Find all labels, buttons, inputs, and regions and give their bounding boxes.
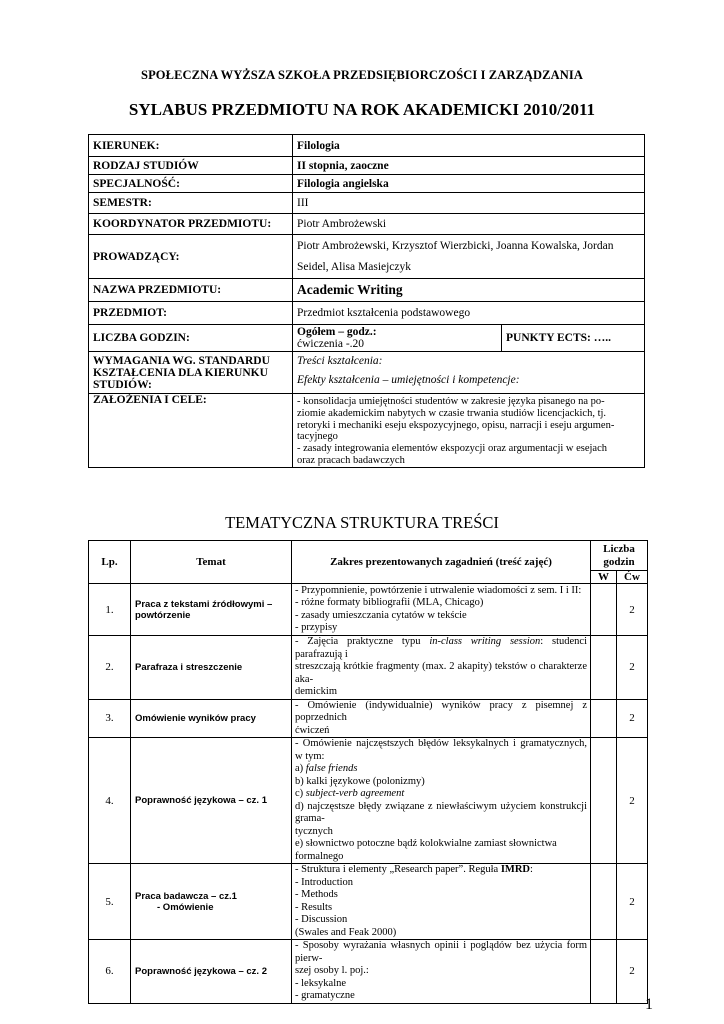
label-semestr: SEMESTR: <box>89 193 293 214</box>
zakres-text: - Sposoby wyrażania własnych opinii i poglądów bez użycia form pierw- szej osoby l. poj.: - leksykalne - gramatyczne <box>295 940 587 1001</box>
zakres-text: - Przypomnienie, powtórzenie i utrwalenie wiadomości z sem. I i II: - różne formaty bibliografii (MLA, Chicago) - zasady umieszczania cytatów w tekście - przypisy <box>295 584 582 633</box>
zakres-part-1: - Zajęcia praktyczne typu <box>295 636 430 647</box>
row-zakres <box>292 940 591 1004</box>
row-lp: 5. <box>89 864 131 940</box>
row-wymagania <box>89 352 645 394</box>
value-semestr: III <box>293 193 645 214</box>
row-temat: Poprawność językowa – cz. 1 <box>131 738 292 864</box>
header-cw: Ćw <box>617 571 648 584</box>
row-nazwa <box>89 279 645 302</box>
row-zakres <box>292 636 591 700</box>
row-przedmiot <box>89 302 645 325</box>
topics-header-row <box>89 541 648 571</box>
label-liczba-godzin: LICZBA GODZIN: <box>89 325 293 352</box>
temat-line-1: Praca badawcza – cz.1 <box>135 890 237 902</box>
table-row <box>89 584 648 636</box>
header-w: W <box>591 571 617 584</box>
zakres-text: - Omówienie (indywidualnie) wyników pracy z pisemnej z poprzednich ćwiczeń <box>295 699 587 736</box>
row-cw: 2 <box>617 636 648 700</box>
zakres-line: - Omówienie najczęstszych błędów leksykalnych i gramatycznych, w tym: <box>295 738 587 762</box>
zakres-line: d) najczęstsze błędy związane z niewłaściwym użyciem konstrukcji grama- tycznych <box>295 800 587 837</box>
zakres-line: e) słownictwo potoczne bądź kolokwialne zamiast słownictwa formalnego <box>295 838 557 862</box>
row-w <box>591 699 617 738</box>
row-w <box>591 940 617 1004</box>
zakres-part-1: - Struktura i elementy „Research paper”. Reguła <box>295 864 501 875</box>
value-specjalnosc: Filologia angielska <box>293 175 645 193</box>
school-name: SPOŁECZNA WYŻSZA SZKOŁA PRZEDSIĘBIORCZOŚCI I ZARZĄDZANIA <box>141 68 583 82</box>
zakres-line <box>295 788 587 801</box>
zakres-part-2: : <box>530 864 533 875</box>
value-zalozenia <box>293 394 645 468</box>
row-zakres <box>292 864 591 940</box>
zakres-line <box>295 763 587 776</box>
row-w <box>591 584 617 636</box>
row-lp: 4. <box>89 738 131 864</box>
row-w <box>591 636 617 700</box>
value-godziny <box>293 325 502 352</box>
label-kierunek: KIERUNEK: <box>89 135 293 157</box>
row-w <box>591 738 617 864</box>
syllabus-title: SYLABUS PRZEDMIOTU NA ROK AKADEMICKI 2010/2011 <box>128 100 596 119</box>
zakres-prefix: a) <box>295 763 306 774</box>
row-cw: 2 <box>617 940 648 1004</box>
row-w <box>591 864 617 940</box>
row-cw: 2 <box>617 864 648 940</box>
label-rodzaj: RODZAJ STUDIÓW <box>89 157 293 175</box>
value-nazwa: Academic Writing <box>293 279 645 302</box>
efekty-ksztalcenia: Efekty kształcenia – umiejętności i kompetencje: <box>297 374 520 386</box>
zakres-line: b) kalki językowe (polonizmy) <box>295 775 425 787</box>
zakres-list: - Introduction - Methods - Results - Discussion (Swales and Feak 2000) <box>295 876 397 938</box>
temat-line-1: Praca z tekstami źródłowymi – <box>135 598 273 610</box>
zakres-italic: subject-verb agreement <box>305 788 405 799</box>
zalozenia-text: - konsolidacja umiejętności studentów w zakresie języka pisanego na po- ziomie akademickim nabytych w czasie trwania studiów licencjackich, tj. retoryki i mechaniki eseju ekspozycyjnego, opisu, narracji i eseju argumen- tacyjnego - zasady integrowania elementów ekspozycji oraz argumentacji w esejach oraz pracach badawczych <box>297 396 615 466</box>
header-liczba-godzin: Liczba godzin <box>591 541 648 571</box>
table-row <box>89 699 648 738</box>
table-row <box>89 738 648 864</box>
row-temat <box>131 864 292 940</box>
row-cw: 2 <box>617 738 648 864</box>
row-liczba-godzin <box>89 325 645 352</box>
topics-table <box>88 540 648 1004</box>
header-temat: Temat <box>131 541 292 584</box>
zakres-italic: in-class writing session <box>429 636 541 647</box>
prowadzacy-line-1: Piotr Ambrożewski, Krzysztof Wierzbicki, Joanna Kowalska, Jordan <box>297 239 614 252</box>
row-zakres <box>292 699 591 738</box>
row-lp: 2. <box>89 636 131 700</box>
zakres-line <box>295 864 587 877</box>
row-prowadzacy <box>89 235 645 279</box>
table-row <box>89 940 648 1004</box>
value-rodzaj: II stopnia, zaoczne <box>293 157 645 175</box>
value-prowadzacy <box>293 235 645 279</box>
temat-line-2: - Omówienie <box>157 901 214 913</box>
page-number: 1 <box>645 996 653 1013</box>
row-temat: Parafraza i streszczenie <box>131 636 292 700</box>
temat-line-2: powtórzenie <box>135 609 191 621</box>
table-row <box>89 864 648 940</box>
row-lp: 3. <box>89 699 131 738</box>
zakres-prefix: c) <box>295 788 306 799</box>
row-zakres <box>292 738 591 864</box>
table-row <box>89 636 648 700</box>
course-info-table <box>88 134 645 468</box>
row-temat: Poprawność językowa – cz. 2 <box>131 940 292 1004</box>
ogolem-godz: Ogółem – godz.: <box>297 326 377 338</box>
label-nazwa: NAZWA PRZEDMIOTU: <box>89 279 293 302</box>
value-koordynator: Piotr Ambrożewski <box>293 214 645 235</box>
row-zalozenia <box>89 394 645 468</box>
zakres-italic: false friends <box>305 763 358 774</box>
label-przedmiot: PRZEDMIOT: <box>89 302 293 325</box>
value-wymagania <box>293 352 645 394</box>
label-specjalnosc: SPECJALNOŚĆ: <box>89 175 293 193</box>
prowadzacy-line-2: Seidel, Alisa Masiejczyk <box>297 260 412 273</box>
zakres-text <box>295 636 587 699</box>
row-lp: 1. <box>89 584 131 636</box>
zakres-part-2: : studenci parafrazują i streszczają krótkie fragmenty (max. 2 akapity) tekstów o charakterze aka- demickim <box>295 636 587 697</box>
value-kierunek: Filologia <box>293 135 645 157</box>
label-koordynator: KOORDYNATOR PRZEDMIOTU: <box>89 214 293 235</box>
row-kierunek <box>89 135 645 157</box>
row-temat <box>131 584 292 636</box>
row-cw: 2 <box>617 699 648 738</box>
value-przedmiot: Przedmiot kształcenia podstawowego <box>293 302 645 325</box>
header-zakres: Zakres prezentowanych zagadnień (treść zajęć) <box>292 541 591 584</box>
row-koordynator <box>89 214 645 235</box>
tresci-ksztalcenia: Treści kształcenia: <box>297 355 383 367</box>
label-zalozenia: ZAŁOŻENIA I CELE: <box>89 394 293 468</box>
cwiczenia-godz: ćwiczenia -.20 <box>297 338 365 350</box>
row-rodzaj <box>89 157 645 175</box>
row-cw: 2 <box>617 584 648 636</box>
row-lp: 6. <box>89 940 131 1004</box>
row-zakres <box>292 584 591 636</box>
row-specjalnosc <box>89 175 645 193</box>
punkty-ects: PUNKTY ECTS: ….. <box>502 325 645 352</box>
zakres-bold: IMRD <box>500 864 531 875</box>
header-lp: Lp. <box>89 541 131 584</box>
label-prowadzacy: PROWADZĄCY: <box>89 235 293 279</box>
label-wymagania: WYMAGANIA WG. STANDARDU KSZTAŁCENIA DLA KIERUNKU STUDIÓW: <box>89 352 293 394</box>
row-temat: Omówienie wyników pracy <box>131 699 292 738</box>
section-title: TEMATYCZNA STRUKTURA TREŚCI <box>225 513 499 532</box>
row-semestr <box>89 193 645 214</box>
